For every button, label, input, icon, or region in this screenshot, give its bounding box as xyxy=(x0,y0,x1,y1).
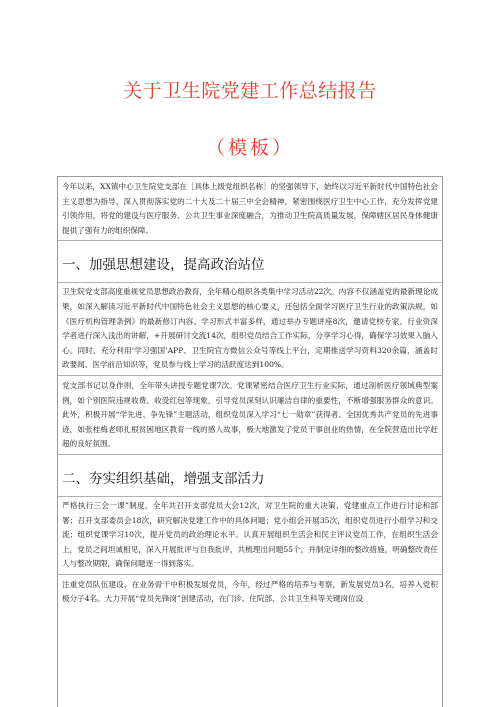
section-1-paragraph-2: 党支部书记以身作则，全年带头讲授专题党课7次。党课紧密结合医疗卫生行业实际，通过剖析医疗领域典型案例，如个别医院违规收费、收受红包等现象，引导党员深刻认识廉洁自律的重要性，不断增强服务群众的意识。此外，积极开展“学先进、争先锋”主题活动，组织党员深入学习“七一勋章”获得者、全国优秀共产党员的先进事迹，如张桂梅老师扎根贫困地区教育一线的感人故事，极大地激发了党员干事创业的热情，在全院营造出比学赶超的良好氛围。 xyxy=(62,380,438,449)
section-1-paragraph-1: 卫生院党支部高度重视党员思想政治教育，全年精心组织各类集中学习活动22次。内容不仅涵盖党的最新理论成果，如深入解读习近平新时代中国特色社会主义思想的核心要义，还包括全面学习医疗卫生行业的政策法规，如《医疗机构管理条例》的最新修订内容。学习形式丰富多样，通过举办专题讲座8次，邀请党校专家、行业资深学者进行深入浅出的讲解，+开展研讨交流14次，组织党员结合工作实际，分享学习心得，确保学习效果入脑入心。同时，充分利用‘学习强国’APP、卫生院官方微信公众号等线上平台，定期推送学习资料320余篇，涵盖时政要闻、医学前沿知识等，党员参与线上学习的活跃度达到100%。 xyxy=(62,287,438,370)
intro-paragraph: 今年以来，XX镇中心卫生院党支部在［具体上级党组织名称］的坚强领导下，始终以习近平新时代中国特色社会主义思想为指导，深入贯彻落实党的二十大及二十届三中全会精神，紧密围绕医疗卫生中心工作，充分发挥党建引领作用，将党的建设与医疗服务、公共卫生事业深度融合，为推动卫生院高质量发展，保障辖区居民身体健康提供了强有力的组织保障。 xyxy=(62,182,438,235)
section-2-heading: 二、夯实组织基础，增强支部活力 xyxy=(62,470,265,487)
section-2-paragraph-2: 注重党员队伍建设，在业务骨干中积极发展党员，今年，经过严格的培养与考察，新发展党员3名，培养入党积极分子4名。大力开展“党员先锋岗”创建活动，在门诊、住院部、公共卫生科等关键岗位设 xyxy=(62,579,438,604)
section-2-paragraph-1: 严格执行三会一课”制度，全年共召开支部党员大会12次，对卫生院的重大决策、党建重点工作进行讨论和部署；召开支部委员会18次，研究解决党建工作中的具体问题；党小组会开展35次，组织党员进行小组学习和交流；组织党课学习10次，提升党员的政治理论水平。认真开展组织生活会和民主评议党员工作，在组织生活会上，党员之间坦诚相见，深入开展批评与自我批评，共梳理出问题55个，并制定详细的整改措施，明确整改责任人与整改期限，确保问题逐一得到落实。 xyxy=(62,500,438,569)
content-frame xyxy=(57,176,443,707)
document-subtitle: （模板） xyxy=(205,137,294,159)
section-1-heading: 一、加强思想建设，提高政治站位 xyxy=(62,257,265,274)
document-title: 关于卫生院党建工作总结报告 xyxy=(123,80,377,102)
